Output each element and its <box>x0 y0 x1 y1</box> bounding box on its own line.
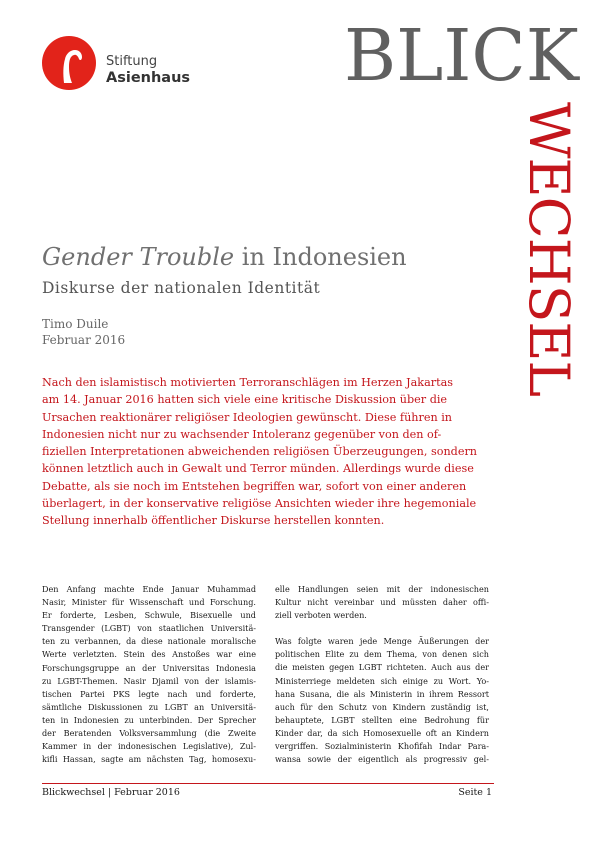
body-line: Den Anfang machte Ende Januar Muhammad <box>42 584 256 594</box>
logo-line-stiftung: Stiftung <box>106 54 158 69</box>
logo-line-asienhaus: Asienhaus <box>106 70 191 86</box>
body-line: Ministerriege meldeten sich einige zu Wort. Yo- <box>275 675 489 686</box>
body-line: Kinder dar, da sich Homosexuelle oft an Kindern <box>275 727 489 738</box>
body-line: die meisten gegen LGBT richteten. Auch aus der <box>275 662 489 673</box>
body-line: wansa sowie der eigentlich als progressiv gel- <box>275 754 489 765</box>
series-title-wechsel-text: WECHSEL <box>517 102 581 397</box>
body-line: sämtliche Diskussionen zu LGBT an Universitä- <box>42 701 256 712</box>
body-line: Transgender (LGBT) von staatlichen Universitä- <box>42 623 256 634</box>
body-line: zu LGBT-Themen. Nasir Djamil von der islamis- <box>42 675 256 686</box>
body-column-left <box>42 583 256 766</box>
body-line: Nasir, Minister für Wissenschaft und Forschung. <box>42 597 256 608</box>
body-line: auch für den Schutz von Kindern zuständig ist, <box>275 701 489 712</box>
body-line: hana Susana, die als Ministerin in ihrem Ressort <box>275 688 489 699</box>
article-date: Februar 2016 <box>42 333 126 347</box>
abstract-line: Stellung innerhalb öffentlicher Diskurse herstellen konnten. <box>42 514 385 528</box>
abstract-line: Debatte, als sie noch im Entstehen begriffen war, sofort von einer anderen <box>42 479 467 493</box>
body-line: Werte verletzten. Stein des Anstoßes war eine <box>42 649 256 660</box>
footer-page-number: Seite 1 <box>458 787 492 798</box>
article-title-italic: Gender Trouble <box>42 243 235 271</box>
body-line: Was folgte waren jede Menge Äußerungen der <box>275 636 489 647</box>
footer-divider <box>42 783 494 784</box>
stiftung-asienhaus-logo <box>42 36 202 92</box>
body-line: der Beratenden Volksversammlung (die Zweite <box>42 728 256 739</box>
article-title <box>42 241 407 273</box>
abstract-line: überlagert, in der konservative religiöse Ansichten wieder ihre hegemoniale <box>42 497 477 511</box>
asienhaus-logo-icon <box>42 36 96 90</box>
body-paragraph <box>275 583 489 622</box>
body-line: tischen Partei PKS legte nach und forderte, <box>42 688 256 699</box>
article-abstract <box>42 374 546 530</box>
article-author: Timo Duile <box>42 317 109 331</box>
body-column-right <box>275 583 489 766</box>
body-line: behauptete, LGBT stellten eine Bedrohung für <box>275 714 489 725</box>
body-line: ten in Indonesien zu unterbinden. Der Sprecher <box>42 714 256 725</box>
body-line: vergriffen. Sozialministerin Khofifah Indar Para- <box>275 741 489 752</box>
abstract-line: können letztlich auch in Gewalt und Terror münden. Allerdings wurde diese <box>42 462 474 476</box>
body-line: Kammer in der indonesischen Legislative), Zul- <box>42 741 256 752</box>
abstract-line: Indonesien nicht nur zu wachsender Intoleranz gegenüber von den of- <box>42 427 442 441</box>
footer-publication: Blickwechsel | Februar 2016 <box>42 787 180 798</box>
body-paragraph <box>42 583 256 766</box>
body-line: ten zu verbannen, da diese nationale moralische <box>42 636 256 647</box>
body-line: elle Handlungen seien mit der indonesischen <box>275 584 489 594</box>
logo-text <box>106 54 190 87</box>
body-line: Forschungsgruppe an der Universitas Indonesia <box>42 662 256 673</box>
abstract-line: am 14. Januar 2016 hatten sich viele eine kritische Diskussion über die <box>42 393 448 407</box>
body-line: Er forderte, Lesben, Schwule, Bisexuelle und <box>42 610 256 621</box>
abstract-line: Nach den islamistisch motivierten Terroranschlägen im Herzen Jakartas <box>42 376 454 389</box>
abstract-line: fiziellen Interpretationen abweichenden religiösen Überzeugungen, sondern <box>42 445 478 459</box>
article-subtitle: Diskurse der nationalen Identität <box>42 279 321 297</box>
body-paragraph <box>275 635 489 766</box>
body-line: ziell verboten werden. <box>275 610 367 621</box>
body-line: politischen Elite zu dem Thema, von denen sich <box>275 649 489 660</box>
abstract-line: Ursachen reaktionärer religiöser Ideologien gewünscht. Diese führen in <box>42 410 452 424</box>
body-line: Kultur nicht vereinbar und müssten daher offi- <box>275 597 489 608</box>
article-title-rest: in Indonesien <box>234 243 407 271</box>
body-line: kifli Hassan, sagte am nächsten Tag, homosexu- <box>42 754 256 765</box>
series-title-blick: BLICK <box>344 14 579 97</box>
